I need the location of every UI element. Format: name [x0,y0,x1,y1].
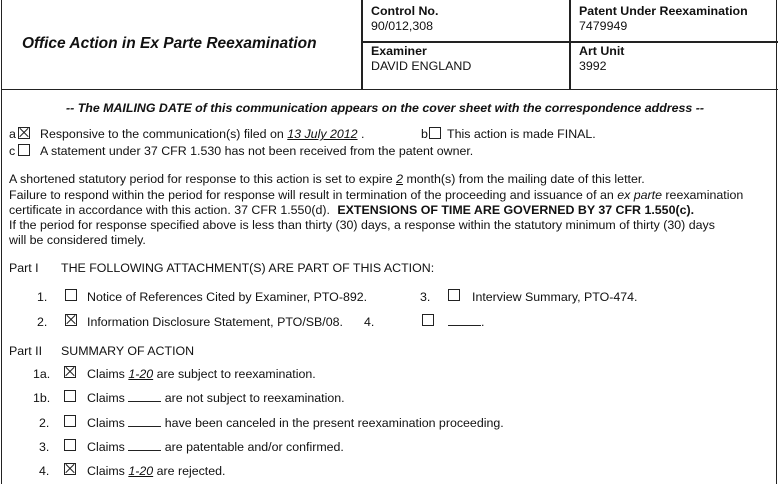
summary-num: 1a. [33,367,51,381]
attachment-2-checkbox[interactable] [65,314,77,326]
ex-parte-text: ex parte [617,188,662,202]
option-c-text: A statement under 37 CFR 1.530 has not been received from the patent owner. [40,144,474,158]
option-b-checkbox[interactable] [429,127,441,139]
summary-1b-checkbox[interactable] [64,390,76,402]
option-a-row [9,127,16,141]
summary-text: are rejected. [156,464,226,478]
header-table [2,0,778,90]
option-a-checkbox[interactable] [18,127,30,139]
art-unit-value: 3992 [579,59,607,73]
office-action-form [1,0,777,484]
claims-label: Claims [87,391,125,405]
attachment-4-blank[interactable] [448,315,484,329]
summary-num: 3. [39,440,50,454]
summary-1a-checkbox[interactable] [64,366,76,378]
option-c-checkbox[interactable] [18,144,30,156]
form-title: Office Action in Ex Parte Reexamination [22,35,317,52]
summary-4-checkbox[interactable] [64,463,76,475]
summary-text: are subject to reexamination. [156,367,316,381]
option-a-letter: a [9,127,16,141]
summary-num: 2. [39,416,50,430]
claims-label: Claims [87,416,125,430]
claims-blank[interactable] [128,391,161,402]
option-a-text-row [40,127,364,141]
summary-3-checkbox[interactable] [64,439,76,451]
attachment-4-text: . [481,315,485,329]
period-line-4: If the period for response specified above is less than thirty (30) days, a response within the statutory minimum of thirty (30) days [9,218,715,232]
claims-label: Claims [87,367,125,381]
option-b-text: This action is made FINAL. [447,127,596,141]
claims-range: 1-20 [128,464,154,478]
part1-heading: THE FOLLOWING ATTACHMENT(S) ARE PART OF THIS ACTION: [61,261,435,275]
claims-label: Claims [87,464,125,478]
attachment-1-checkbox[interactable] [65,289,77,301]
summary-text: are patentable and/or confirmed. [164,440,344,454]
attachment-1-text: Notice of References Cited by Examiner, PTO-892. [87,290,368,304]
mailing-notice: -- The MAILING DATE of this communication appears on the cover sheet with the correspondence address -- [66,101,704,115]
blank-field [448,315,481,326]
option-c-letter: c [9,144,16,158]
period-months: 2 [396,172,403,186]
period-line-5: will be considered timely. [9,233,146,247]
examiner-label: Examiner [371,44,427,58]
summary-num: 4. [39,464,50,478]
attachment-num: 3. [420,290,431,304]
attachment-3-checkbox[interactable] [448,289,460,301]
part2-heading: SUMMARY OF ACTION [61,344,195,358]
patent-label: Patent Under Reexamination [579,4,748,18]
control-no-label: Control No. [371,4,439,18]
claims-range: 1-20 [128,367,154,381]
attachment-num: 4. [364,315,375,329]
summary-num: 1b. [33,391,51,405]
control-no-value: 90/012,308 [371,19,434,33]
summary-2-text [87,416,504,430]
option-a-period: . [361,127,365,141]
summary-3-text [87,440,344,454]
claims-blank[interactable] [128,440,161,451]
examiner-value: DAVID ENGLAND [371,59,472,73]
period-text: A shortened statutory period for response to this action is set to expire [9,172,393,186]
period-line-2 [9,188,743,202]
period-text: month(s) from the mailing date of this letter. [406,172,645,186]
extensions-notice: EXTENSIONS OF TIME ARE GOVERNED BY 37 CFR 1.550(c). [337,203,695,217]
period-text: reexamination [665,188,744,202]
period-text: certificate in accordance with this action. 37 CFR 1.550(d). [9,203,330,217]
summary-text: are not subject to reexamination. [164,391,345,405]
claims-blank[interactable] [128,416,161,427]
attachment-3-text: Interview Summary, PTO-474. [472,290,638,304]
option-a-text: Responsive to the communication(s) filed on [40,127,284,141]
divider [569,0,571,90]
patent-value: 7479949 [579,19,628,33]
summary-1a-text [87,367,316,381]
part2-label: Part II [9,344,43,358]
summary-4-text [87,464,225,478]
attachment-2-text: Information Disclosure Statement, PTO/SB/08. [87,315,343,329]
attachment-num: 1. [37,290,48,304]
attachment-4-checkbox[interactable] [422,314,434,326]
summary-1b-text [87,391,345,405]
summary-2-checkbox[interactable] [64,415,76,427]
option-b-letter: b [421,127,428,141]
option-a-date: 13 July 2012 [287,127,358,141]
art-unit-label: Art Unit [579,44,625,58]
period-line-1 [9,172,645,186]
part1-label: Part I [9,261,39,275]
summary-text: have been canceled in the present reexamination proceeding. [164,416,504,430]
claims-label: Claims [87,440,125,454]
period-text: Failure to respond within the period for response will result in termination of the proceeding and issuance of an [9,188,614,202]
divider [361,0,363,90]
period-line-3 [9,203,694,217]
attachment-num: 2. [37,315,48,329]
divider [361,41,778,43]
